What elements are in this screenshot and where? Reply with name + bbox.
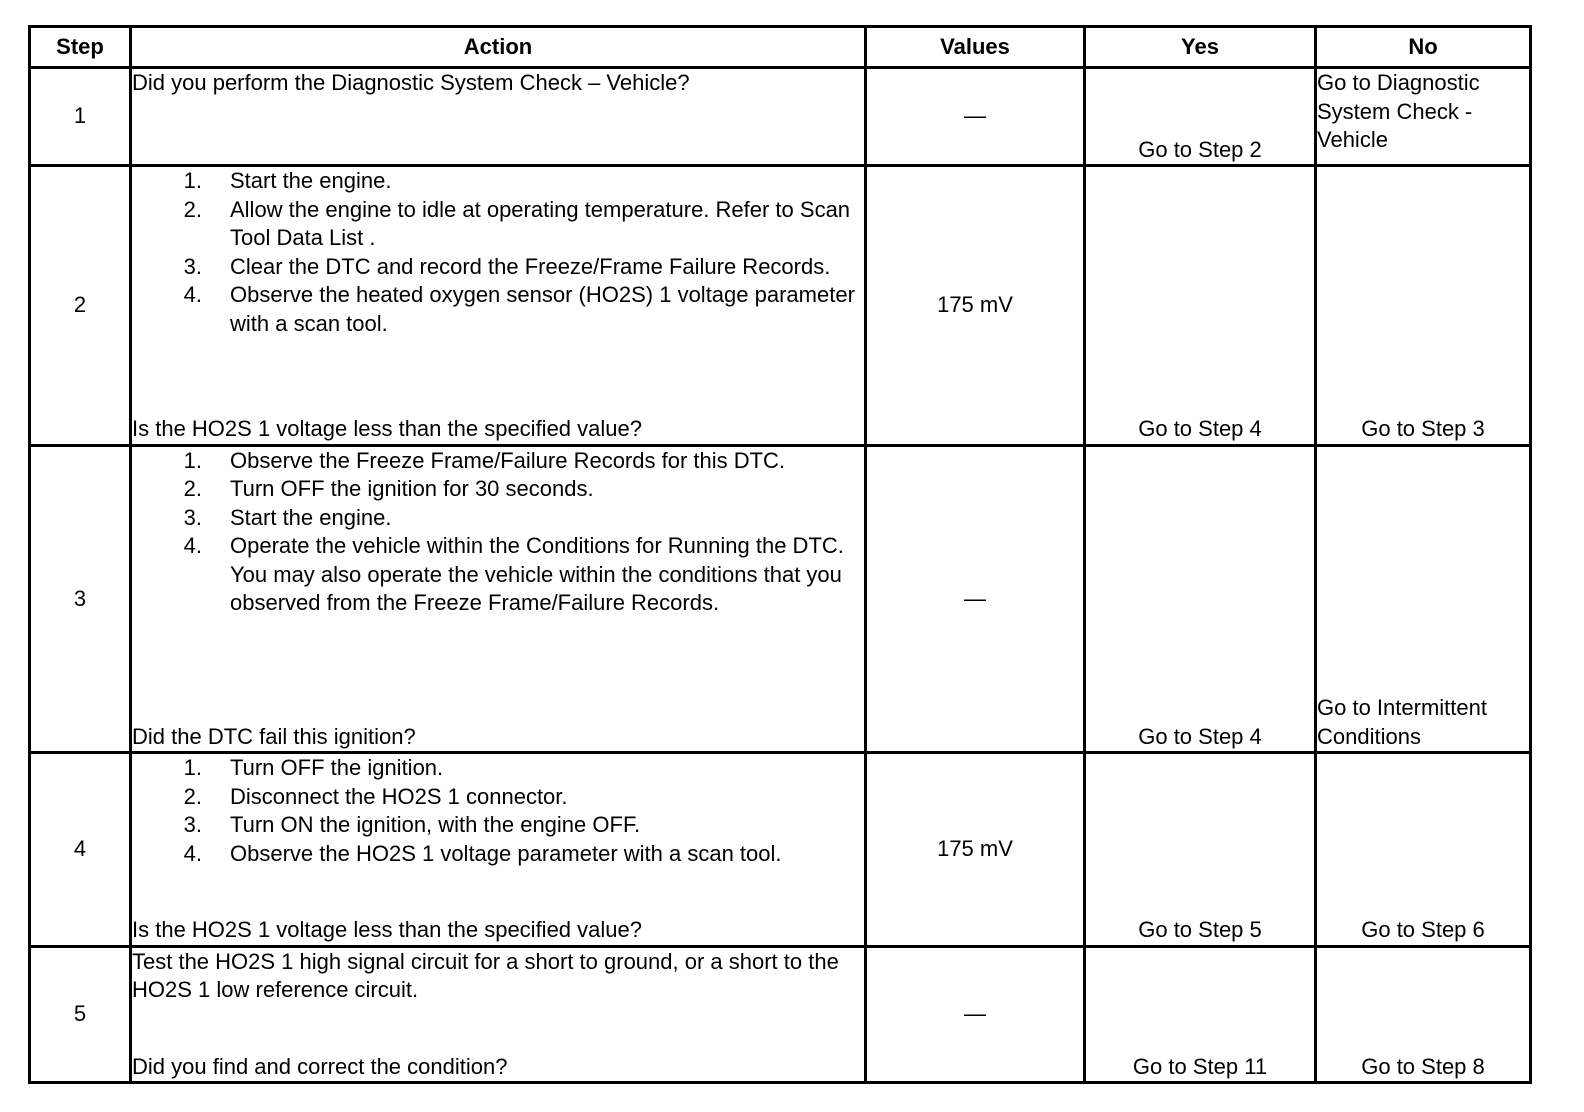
action-question: Did the DTC fail this ignition? [132, 723, 416, 749]
value-cell: — [866, 946, 1085, 1082]
list-item: 3. Clear the DTC and record the Freeze/Frame Failure Records. [183, 253, 831, 279]
table-row [30, 166, 1531, 446]
no-cell: Go to Step 6 [1316, 753, 1531, 946]
yes-cell: Go to Step 2 [1085, 68, 1316, 166]
header-action: Action [131, 27, 866, 68]
action-text: Test the HO2S 1 high signal circuit for a short to ground, or a short to the HO2S 1 low reference circuit. [132, 948, 839, 1003]
no-cell: Go to Step 8 [1316, 946, 1531, 1082]
yes-cell: Go to Step 11 [1085, 946, 1316, 1082]
step-number: 5 [30, 946, 131, 1082]
list-item: 1. Observe the Freeze Frame/Failure Records for this DTC. [183, 447, 786, 473]
action-cell [131, 445, 866, 753]
list-item: 2. Turn OFF the ignition for 30 seconds. [183, 476, 594, 502]
value-cell: 175 mV [866, 166, 1085, 446]
header-values: Values [866, 27, 1085, 68]
list-item: 1. Turn OFF the ignition. [183, 755, 444, 781]
action-cell [131, 753, 866, 946]
table-row [30, 946, 1531, 1082]
table-row [30, 445, 1531, 753]
step-number: 1 [30, 68, 131, 166]
action-cell [131, 166, 866, 446]
step-number: 4 [30, 753, 131, 946]
list-item: 4. Observe the HO2S 1 voltage parameter with a scan tool. [183, 840, 782, 866]
instruction-list [132, 447, 864, 618]
no-cell: Go to Diagnostic System Check - Vehicle [1316, 68, 1531, 166]
action-cell [131, 946, 866, 1082]
list-item: 4. Observe the heated oxygen sensor (HO2S) 1 voltage parameter with a scan tool. [183, 282, 855, 336]
action-question: Is the HO2S 1 voltage less than the specified value? [132, 416, 642, 442]
diagnostic-table [28, 25, 1532, 1084]
yes-cell: Go to Step 5 [1085, 753, 1316, 946]
yes-cell: Go to Step 4 [1085, 445, 1316, 753]
no-cell: Go to Intermittent Conditions [1316, 445, 1531, 753]
list-item: 2. Disconnect the HO2S 1 connector. [183, 783, 568, 809]
action-cell [131, 68, 866, 166]
header-row [30, 27, 1531, 68]
value-cell: — [866, 68, 1085, 166]
list-item: 2. Allow the engine to idle at operating temperature. Refer to Scan Tool Data List . [183, 196, 851, 251]
list-item: 4. Operate the vehicle within the Conditions for Running the DTC. You may also operate the vehicle within the conditions that you observed from the Freeze Frame/Failure Records. [183, 533, 844, 616]
header-yes: Yes [1085, 27, 1316, 68]
list-item: 1. Start the engine. [183, 168, 392, 194]
value-cell: 175 mV [866, 753, 1085, 946]
list-item: 3. Turn ON the ignition, with the engine OFF. [183, 812, 641, 838]
list-item: 3. Start the engine. [183, 504, 392, 530]
action-question: Is the HO2S 1 voltage less than the specified value? [132, 917, 642, 943]
step-number: 3 [30, 445, 131, 753]
instruction-list [132, 754, 864, 868]
table-row [30, 68, 1531, 166]
table-row [30, 753, 1531, 946]
header-step: Step [30, 27, 131, 68]
no-cell: Go to Step 3 [1316, 166, 1531, 446]
yes-cell: Go to Step 4 [1085, 166, 1316, 446]
header-no: No [1316, 27, 1531, 68]
instruction-list [132, 167, 864, 338]
value-cell: — [866, 445, 1085, 753]
action-question: Did you find and correct the condition? [132, 1053, 508, 1079]
action-text: Did you perform the Diagnostic System Check – Vehicle? [132, 70, 690, 95]
step-number: 2 [30, 166, 131, 446]
